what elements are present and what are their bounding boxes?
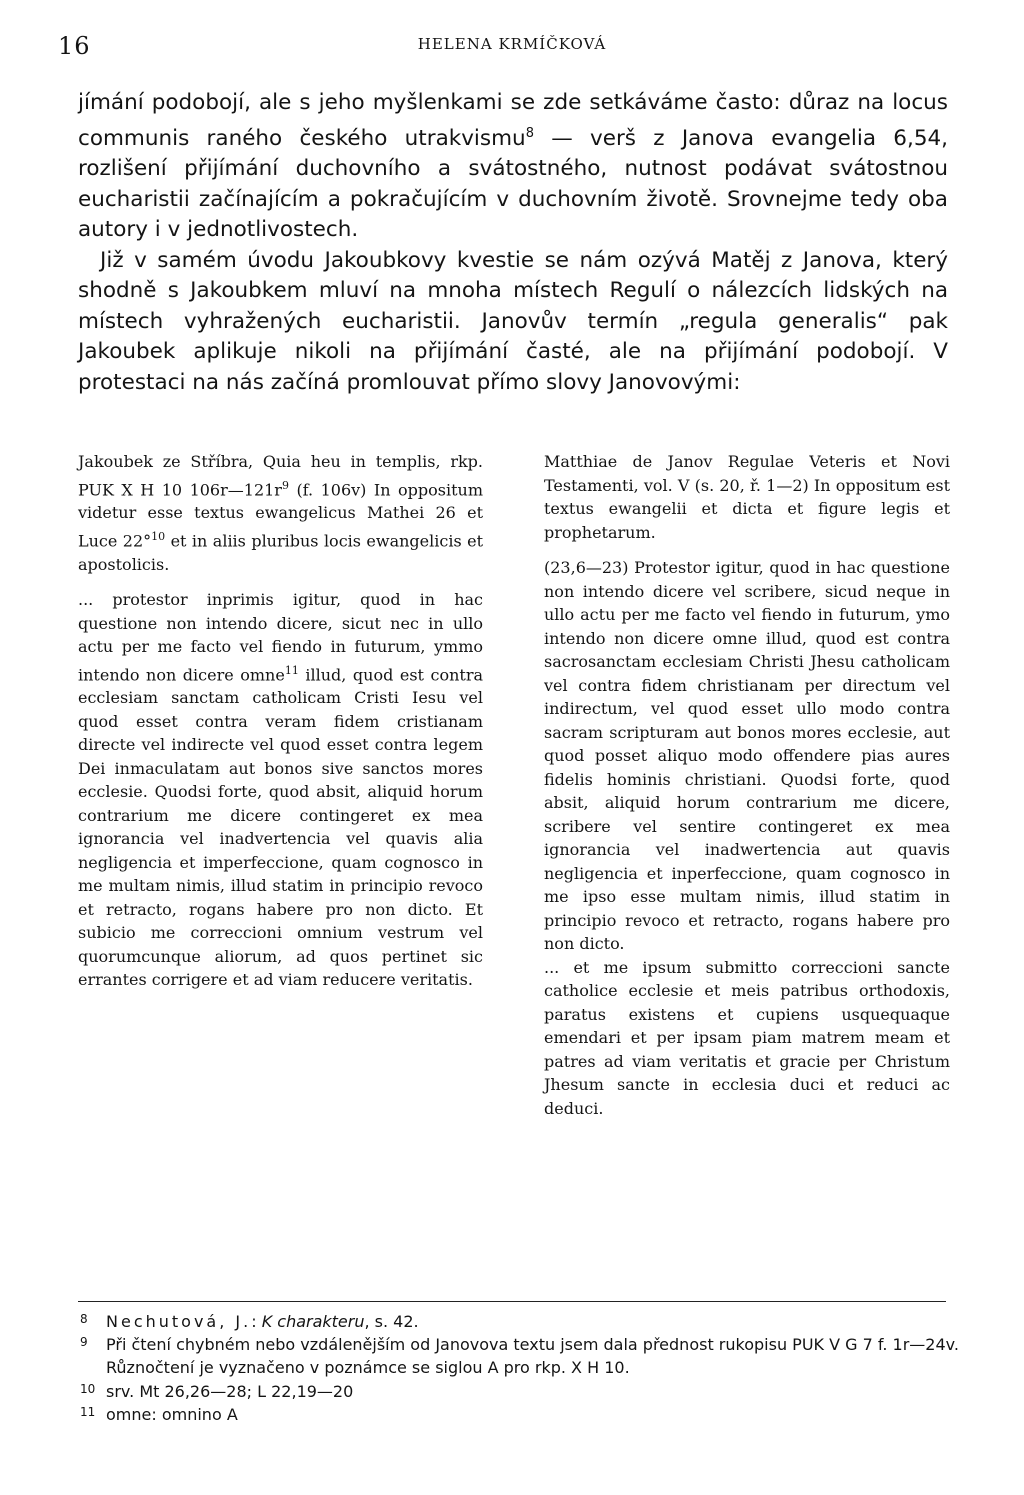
footnote-11	[78, 1403, 978, 1426]
footnote-title: K charakteru	[261, 1312, 365, 1331]
footnote-number: 9	[80, 1335, 88, 1350]
footnote-ref-8[interactable]: 8	[525, 125, 534, 141]
footnote-text: Při čtení chybném nebo vzdálenějším od Janovova textu jsem dala přednost rukopisu PUK V G 7 f. 1r—24v. Různočtení je vyznačeno v poznámce se siglou A pro rkp. X H 10.	[106, 1335, 959, 1378]
right-body-1: (23,6—23) Protestor igitur, quod in hac questione non intendo dicere vel scribere, sicud neque in ullo actu per me facto vel fiendo in futurum, ymo intendo non dicere omne illud, quod est contra sacrosanctam ecclesiam Christi Jhesu catholicam vel contra fidem christianam per directum vel indirectum, vel quod esset ullo modo contra sacram scripturam aut bonos mores ecclesie, aut quod posset aliquo modo offendere pias aures fidelis hominis christiani. Quodsi forte, quod absit, aliquid horum contrarium me dicere, scribere vel sentire contingeret ex mea ignorancia vel inadwertencia aut quavis negligencia et inperfeccione, quam cognosco in me ipso esse multam nimis, illud statim in principio revoco et retracto, rogans habere pro non dicto.	[544, 558, 950, 953]
right-column-janov	[544, 450, 950, 1120]
right-intro: Matthiae de Janov Regulae Veteris et Novi Testamenti, vol. V (s. 20, ř. 1—2) In oppositum est textus ewangelii et dicta et figure legis et prophetarum.	[544, 452, 950, 542]
left-intro-text-b: (f. 106v) In oppositum videtur esse textus ewangelicus Mathei 26 et Luce 22°	[78, 479, 484, 551]
footnotes	[78, 1310, 978, 1426]
paragraph-1-text-b: — verš z Janova evangelia 6,54, rozlišení přijímání duchovního a svátostného, nutnost podávat svátostnou eucharistii začínajícím a pokračujícím v duchovním životě. Srovnejme tedy oba autory i v jednotlivostech.	[78, 125, 949, 243]
left-intro	[78, 450, 483, 576]
left-column-jakoubek	[78, 450, 483, 992]
footnote-number: 8	[80, 1312, 88, 1326]
paragraph-1	[78, 88, 948, 246]
left-body-text-b: illud, quod est contra ecclesiam sanctam catholicam Cristi Iesu vel quod esset contra veram fidem cristianam directe vel indirecte vel quod esset contra legem Dei inmaculatam aut bonos sive sanctos mores ecclesie. Quodsi forte, quod absit, aliquid horum contrarium me dicere contingeret ex mea ignorancia vel inadvertencia vel quavis alia negligencia et imperfeccione, quam cognosco in me multam nimis, illud statim in principio revoco et retracto, rogans habere pro non dicto. Et subicio me correccioni omnium vestrum vel quorumcunque aliorum, ad quos pertinet sic errantes corrigere et ad viam reducere veritatis.	[78, 664, 484, 990]
footnote-number: 11	[80, 1404, 96, 1419]
page-number: 16	[58, 32, 91, 60]
footnote-text: omne: omnino A	[106, 1404, 238, 1424]
left-body	[78, 588, 483, 992]
left-body-text-a: ... protestor inprimis igitur, quod in hac questione non intendo dicere, sicut nec in ullo actu per me facto vel fiendo in futurum, ymmo intendo non dicere omne	[78, 590, 483, 684]
left-intro-text-c: et in aliis pluribus locis ewangelicis et apostolicis.	[78, 531, 483, 574]
footnote-author: Nechutová, J.	[106, 1312, 252, 1331]
footnote-separator: :	[251, 1312, 262, 1331]
footnote-ref-11[interactable]: 11	[284, 663, 299, 677]
footnote-ref-10[interactable]: 10	[151, 529, 166, 543]
right-body-2: ... et me ipsum submitto correccioni sancte catholice ecclesie et meis patribus orthodoxis, paratus existens et cupiens usquequaque emendari et per ipsam piam matrem meam et patres ad viam veritatis et gracie per Christum Jhesum sancte in ecclesia duci et reduci ac deduci.	[544, 957, 950, 1118]
footnote-number: 10	[80, 1381, 96, 1396]
footnote-8	[78, 1310, 978, 1333]
paragraph-2: Již v samém úvodu Jakoubkovy kvestie se nám ozývá Matěj z Janova, který shodně s Jakoubkem mluví na mnoha místech Regulí o nálezcích lidských na místech vyhražených eucharistii. Janovův termín „regula generalis“ pak Jakoubek aplikuje nikoli na přijímání časté, ale na přijímání podobojí. V protestaci na nás začíná promlouvat přímo slovy Janovovými:	[78, 247, 948, 395]
footnote-10	[78, 1380, 978, 1403]
footnote-ref-9[interactable]: 9	[281, 478, 289, 492]
footnote-rest: , s. 42.	[364, 1312, 419, 1331]
paragraph-1-text-a: jímání podobojí, ale s jeho myšlenkami se zde setkáváme často: důraz na locus communis raného českého utrakvismu	[78, 90, 948, 151]
left-intro-text-a: Jakoubek ze Stříbra, Quia heu in templis, rkp. PUK X H 10 106r—121r	[78, 452, 483, 499]
footnote-9	[78, 1333, 978, 1379]
footnote-divider	[78, 1301, 946, 1302]
main-text	[78, 88, 948, 398]
running-head: HELENA KRMÍČKOVÁ	[417, 35, 607, 53]
footnote-text: srv. Mt 26,26—28; L 22,19—20	[106, 1381, 354, 1401]
